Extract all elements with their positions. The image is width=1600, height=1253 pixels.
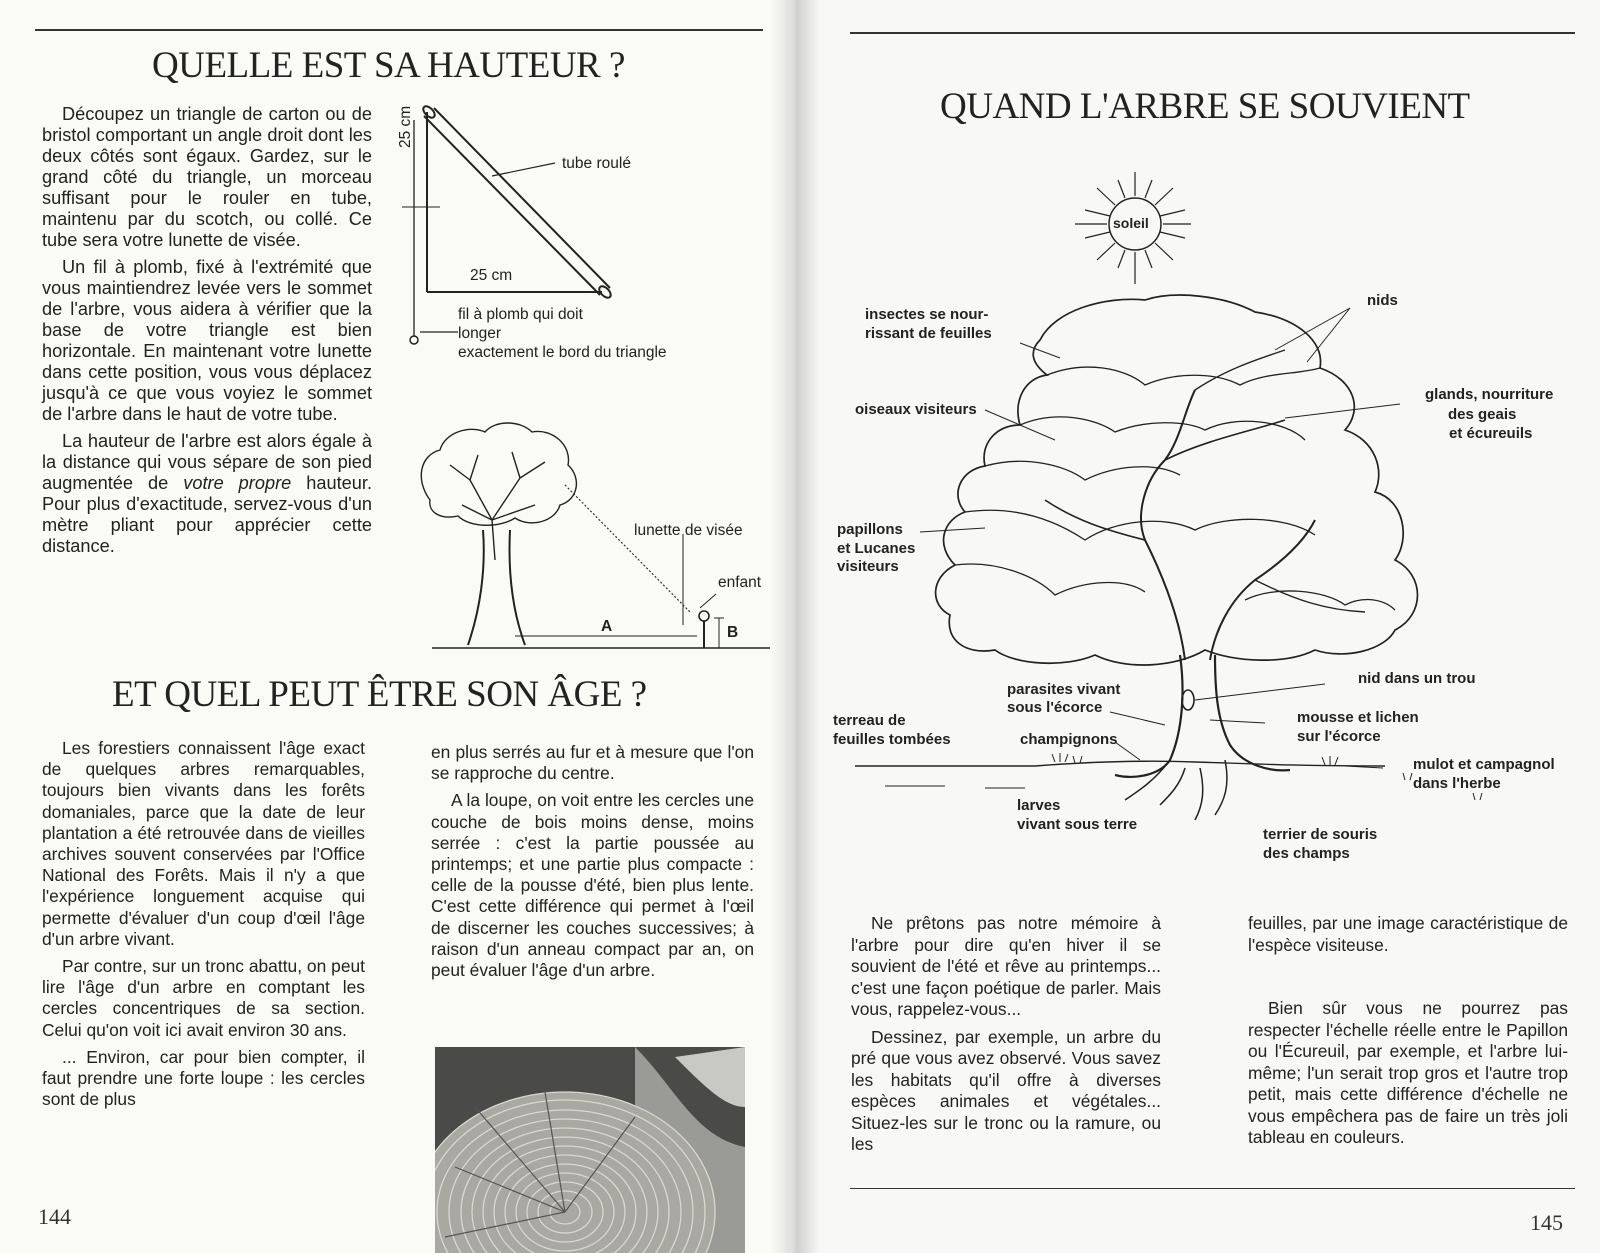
paragraph: Les forestiers connaissent l'âge exact de quelques arbres remarquables, toujours bien vivants dans les forêts domaniales, parce que la date de leur plantation a été retrouvée dans de vieilles archives souvent conservées par l'Office National des Forêts. Mais il n'y a que l'expérience longuement acquise qui permette d'évaluer d'un coup d'œil l'âge d'un arbre vivant. — [42, 738, 365, 949]
paragraph: A la loupe, on voit entre les cercles une couche de bois moins dense, moins serrée : c'est la partie poussée au printemps; et une partie plus compacte : celle de la pousse d'été, bien plus lente. C'est cette différence qui permet à l'œil de discerner les couches successives; à raison d'un anneau compact par an, on peut évaluer l'âge d'un arbre. — [431, 790, 754, 981]
leader-nids — [1307, 308, 1350, 362]
left-page — [0, 0, 785, 1253]
paragraph: en plus serrés au fur et à mesure que l'on se rapproche du centre. — [431, 742, 754, 784]
page-number-left: 144 — [38, 1204, 71, 1229]
triangle-horizontal-label: 25 cm — [470, 267, 513, 284]
leader-parasites — [1110, 712, 1165, 725]
label-oiseaux: oiseaux visiteurs — [855, 401, 977, 418]
label-terrier-2: des champs — [1263, 845, 1350, 862]
child-head — [699, 611, 709, 621]
label-larves-1: larves — [1017, 797, 1061, 814]
label-terreau-1: terreau de — [833, 712, 906, 729]
plumb-label-1: fil à plomb qui doit — [458, 306, 583, 323]
tube-label: tube roulé — [562, 155, 631, 172]
leader-nid-trou — [1195, 684, 1325, 700]
label-insectes-2: rissant de feuilles — [865, 325, 992, 342]
right-page — [785, 0, 1600, 1253]
tree-sighting-diagram — [0, 0, 785, 660]
paragraph: Dessinez, par exemple, un arbre du pré que vous avez observé. Vous savez les habitats qu'il offre à diverses espèces animales et végétales... Situez-les sur le tronc ou la ramure, ou les — [851, 1026, 1161, 1154]
label-nid-trou: nid dans un trou — [1358, 670, 1476, 687]
label-mulot-1: mulot et campagnol — [1413, 756, 1555, 773]
label-papillons-3: visiteurs — [837, 558, 899, 575]
child-leader — [700, 594, 716, 608]
age-text-col2 — [431, 742, 754, 981]
label-glands-2: des geais — [1448, 406, 1517, 423]
tree-rings — [435, 1047, 745, 1253]
tree-ring-photo — [435, 1047, 745, 1253]
section-title-age: ET QUEL PEUT ÊTRE SON ÂGE ? — [112, 674, 647, 715]
distance-a-label: A — [601, 618, 613, 635]
paragraph: Un fil à plomb, fixé à l'extrémité que vous maintiendrez levée vers le sommet de l'arbre, vous aidera à vérifier que la base de votre triangle est bien horizontale. En maintenant votre lunette dans cette position, vous vous déplacez jusqu'à ce que vous voyiez le sommet de l'arbre dans le haut de votre tube. — [42, 257, 372, 424]
ground-dash — [885, 786, 1025, 788]
memory-text-col1 — [851, 913, 1161, 1156]
emphasis-text: votre propre — [183, 473, 292, 493]
paragraph: ... Environ, car pour bien compter, il faut prendre une forte loupe : les cercles sont de plus — [42, 1046, 365, 1110]
memory-text-col2 — [1248, 913, 1568, 1149]
label-insectes-1: insectes se nour- — [865, 306, 989, 323]
paragraph-part: La hauteur de l'arbre est alors égale à la distance qui vous sépare de son pied augmentée de — [42, 431, 372, 493]
tree-trunk — [468, 530, 525, 645]
sight-line — [565, 485, 690, 612]
paragraph: Bien sûr vous ne pourrez pas respecter l'échelle réelle entre le Papillon ou l'Écureuil, par exemple, et l'arbre lui-même; l'un serait trop gros et l'autre trop petit, mais cette différence d'échelle ne vous empêchera pas de faire un très joli tableau en couleurs. — [1248, 998, 1568, 1147]
triangle-vertical-label: 25 cm — [397, 105, 414, 148]
plumb-label-2: longer — [458, 325, 502, 342]
paragraph: Par contre, sur un tronc abattu, on peut lire l'âge d'un arbre en comptant les cercles concentriques de sa section. Celui qu'on voit ici avait environ 30 ans. — [42, 956, 365, 1040]
label-champignons: champignons — [1020, 731, 1118, 748]
label-mousse-2: sur l'écorce — [1297, 728, 1381, 745]
page-number-right: 145 — [1530, 1210, 1563, 1235]
sun-label: soleil — [1113, 215, 1149, 231]
sight-label: lunette de visée — [634, 522, 743, 539]
paragraph: Découpez un triangle de carton ou de bristol comportant un angle droit dont les deux côtés sont égaux. Gardez, sur le grand côté du triangle, un morceau suffisant pour le rouler en tube, maintenu par du scotch, ou collé. Ce tube sera votre lunette de visée. — [42, 104, 372, 250]
section-title-height: QUELLE EST SA HAUTEUR ? — [152, 45, 625, 86]
plumb-label-3: exactement le bord du triangle — [458, 344, 667, 361]
paragraph-part: hauteur. Pour plus d'exactitude, servez-vous d'un mètre pliant pour apprécier cette distance. — [42, 473, 372, 556]
label-mousse-1: mousse et lichen — [1297, 709, 1419, 726]
habitat-tree-trunk — [1115, 655, 1290, 777]
paragraph: feuilles, par une image caractéristique de l'espèce visiteuse. — [1248, 913, 1568, 955]
label-glands-3: et écureuils — [1449, 425, 1533, 442]
label-glands-1: glands, nourriture — [1425, 386, 1554, 403]
label-mulot-2: dans l'herbe — [1413, 775, 1501, 792]
label-papillons-1: papillons — [837, 521, 903, 538]
child-label: enfant — [718, 574, 762, 591]
ground-line — [855, 761, 1385, 766]
label-larves-2: vivant sous terre — [1017, 816, 1138, 833]
age-text-col1 — [42, 738, 365, 1110]
label-terrier-1: terrier de souris — [1263, 826, 1378, 843]
paragraph: Ne prêtons pas notre mémoire à l'arbre pour dire qu'en hiver il se souvient de l'été et rêve au printemps... c'est une façon poétique de parler. Mais vous, rappelez-vous... — [851, 913, 1161, 1019]
label-parasites-2: sous l'écorce — [1007, 699, 1103, 716]
trunk-hole — [1182, 690, 1194, 710]
roots — [1125, 760, 1227, 820]
height-b-label: B — [727, 624, 739, 641]
right-page-title: QUAND L'ARBRE SE SOUVIENT — [940, 86, 1470, 127]
bottom-rule — [850, 1188, 1575, 1189]
leader-mousse — [1210, 720, 1265, 723]
label-terreau-2: feuilles tombées — [833, 731, 951, 748]
label-nids: nids — [1367, 292, 1398, 309]
label-papillons-2: et Lucanes — [837, 540, 916, 557]
leader-champignons — [1115, 742, 1140, 760]
tree-branches — [450, 452, 545, 560]
label-parasites-1: parasites vivant — [1007, 681, 1121, 698]
